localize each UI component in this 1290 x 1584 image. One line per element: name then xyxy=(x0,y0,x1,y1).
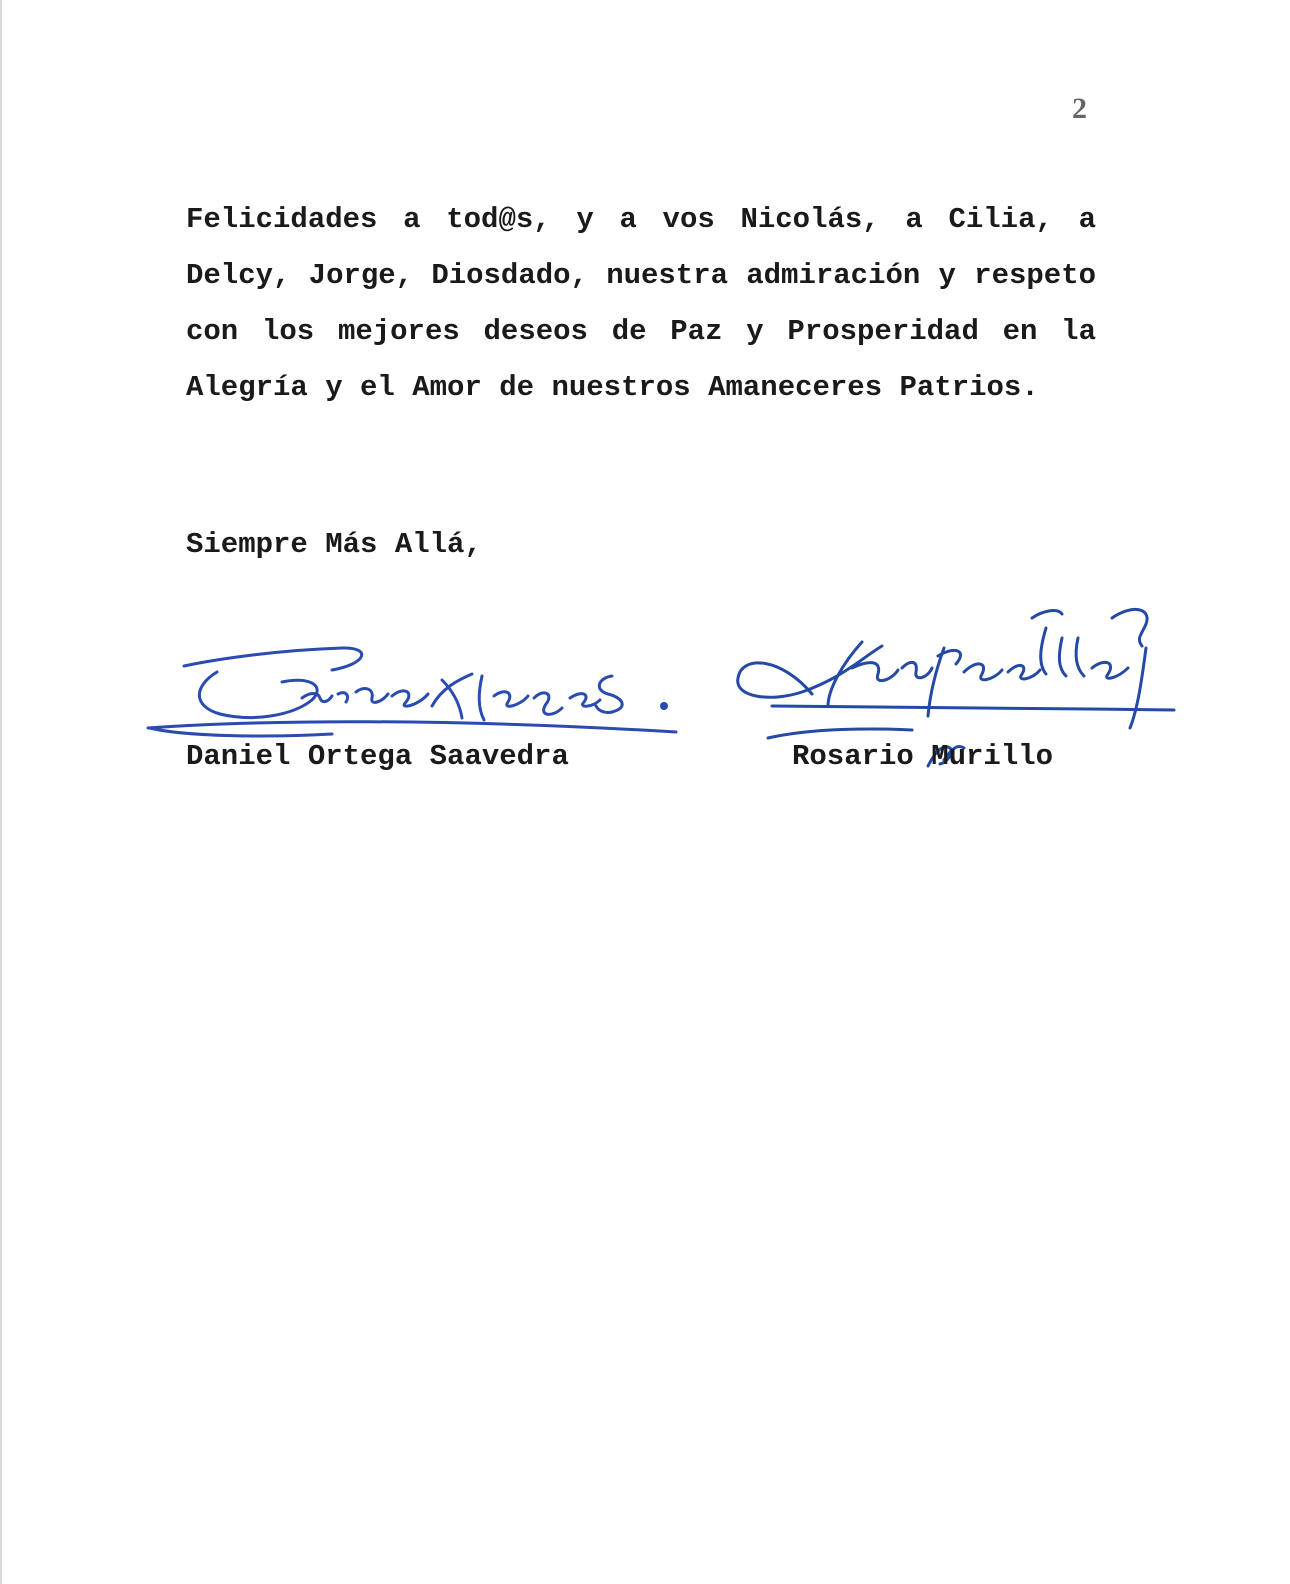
signature-daniel-ortega xyxy=(142,636,682,746)
signer-name-left: Daniel Ortega Saavedra xyxy=(186,740,569,773)
page-number: 2 xyxy=(1072,92,1087,125)
letter-body-paragraph: Felicidades a tod@s, y a vos Nicolás, a Cilia, a Delcy, Jorge, Diosdado, nuestra admiración y respeto con los mejores deseos de Paz y Prosperidad en la Alegría y el Amor de nuestros Amaneceres Patrios. xyxy=(186,203,1096,404)
letter-closing: Siempre Más Allá, xyxy=(186,528,482,561)
signer-name-right: Rosario Murillo xyxy=(792,740,1054,773)
